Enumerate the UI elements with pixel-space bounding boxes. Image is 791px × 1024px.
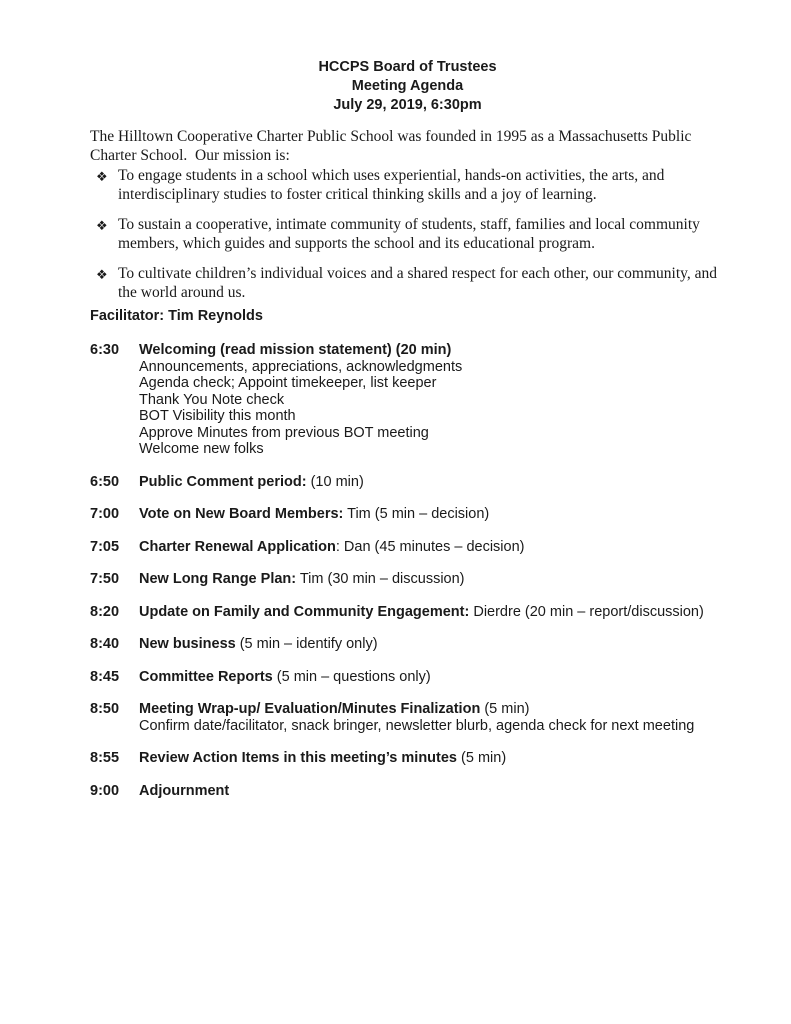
agenda-item-subline: BOT Visibility this month	[139, 408, 296, 424]
agenda-item-detail: (5 min – questions only)	[272, 668, 431, 685]
agenda-item-titleline	[139, 783, 229, 800]
document-datetime: July 29, 2019, 6:30pm	[333, 97, 482, 113]
diamond-bullet-icon: ❖	[96, 267, 108, 282]
diamond-bullet-icon: ❖	[96, 218, 108, 233]
agenda-item	[90, 604, 725, 621]
agenda-item-titleline	[139, 701, 694, 718]
agenda-item-time: 8:45	[90, 668, 120, 685]
agenda-item	[90, 342, 725, 458]
agenda-item-time: 7:05	[90, 538, 120, 555]
agenda-item-body	[139, 750, 506, 767]
agenda-item-titleline	[139, 636, 378, 653]
agenda-item-subline: Approve Minutes from previous BOT meeting	[139, 424, 429, 441]
agenda-item-detail: : Dan (45 minutes – decision)	[335, 538, 525, 555]
agenda-item-time: 6:50	[90, 473, 120, 490]
agenda-item-body	[139, 604, 704, 621]
agenda-item	[90, 506, 725, 523]
agenda-item-titleline	[139, 474, 364, 491]
agenda-item	[90, 701, 725, 734]
agenda-item-time: 7:50	[90, 571, 120, 587]
mission-list	[90, 167, 725, 302]
mission-bullet-item	[90, 265, 725, 302]
agenda-item-subline: Announcements, appreciations, acknowledgments	[139, 358, 463, 375]
agenda-item	[90, 750, 725, 767]
agenda-item-titleline	[139, 571, 465, 588]
agenda-item-detail: Tim (5 min – decision)	[343, 506, 490, 522]
agenda-item-body	[139, 474, 364, 491]
agenda-item-body	[139, 701, 694, 734]
agenda-item-title: Review Action Items in this meeting’s minutes	[139, 750, 457, 766]
agenda-item-subline: Agenda check; Appoint timekeeper, list keeper	[139, 375, 437, 391]
agenda-item	[90, 539, 725, 556]
document-title: HCCPS Board of Trustees	[318, 59, 497, 75]
agenda-item-time: 9:00	[90, 782, 120, 799]
agenda-item-body	[139, 636, 378, 653]
diamond-bullet-icon: ❖	[96, 169, 108, 184]
mission-bullet-text: To engage students in a school which uses experiential, hands-on activities, the arts, and interdisciplinary studies to foster critical thinking skills and a joy of learning.	[118, 167, 665, 203]
agenda-item-body	[139, 539, 524, 556]
agenda-item-title: New business	[139, 636, 236, 652]
agenda-item-body	[139, 571, 465, 588]
agenda-item-title: Committee Reports	[139, 668, 273, 685]
agenda-item-detail: (5 min)	[457, 750, 507, 766]
agenda-item-detail: (5 min)	[480, 701, 530, 717]
mission-bullet-item	[90, 216, 725, 253]
agenda-item-body	[139, 342, 462, 458]
agenda-list	[90, 342, 725, 799]
agenda-item-time: 8:20	[90, 603, 120, 620]
agenda-item-title: Meeting Wrap-up/ Evaluation/Minutes Finalization	[139, 701, 481, 717]
agenda-item-body	[139, 783, 229, 800]
agenda-item-titleline	[139, 342, 462, 359]
document-header	[90, 58, 725, 115]
agenda-item-title: Vote on New Board Members:	[139, 506, 344, 522]
agenda-item	[90, 636, 725, 653]
agenda-item-body	[139, 669, 431, 686]
mission-bullet-text: To sustain a cooperative, intimate community of students, staff, families and local community members, which guides and supports the school and its educational program.	[118, 216, 700, 252]
agenda-item-titleline	[139, 669, 431, 686]
document-subtitle: Meeting Agenda	[351, 78, 464, 94]
agenda-item-titleline	[139, 539, 524, 556]
agenda-item-detail: Dierdre (20 min – report/discussion)	[469, 603, 704, 620]
agenda-item-titleline	[139, 506, 489, 523]
agenda-item-time: 8:50	[90, 701, 120, 717]
agenda-item-time: 6:30	[90, 342, 120, 358]
agenda-item-title: Charter Renewal Application	[139, 538, 336, 555]
agenda-item-subline: Confirm date/facilitator, snack bringer, newsletter blurb, agenda check for next meeting	[139, 717, 695, 734]
agenda-item-detail: (5 min – identify only)	[235, 636, 378, 652]
mission-bullet-item	[90, 167, 725, 204]
agenda-item	[90, 474, 725, 491]
agenda-item	[90, 783, 725, 800]
facilitator-line: Facilitator: Tim Reynolds	[90, 308, 263, 324]
agenda-item	[90, 571, 725, 588]
agenda-item-detail: Tim (30 min – discussion)	[296, 571, 465, 587]
agenda-item-detail: (10 min)	[306, 473, 364, 490]
agenda-item-titleline	[139, 604, 704, 621]
agenda-item-time: 7:00	[90, 506, 120, 522]
agenda-item-time: 8:40	[90, 636, 120, 652]
agenda-item-title: New Long Range Plan:	[139, 571, 297, 587]
agenda-item	[90, 669, 725, 686]
agenda-item-time: 8:55	[90, 750, 120, 766]
agenda-item-body	[139, 506, 489, 523]
agenda-item-title: Public Comment period:	[139, 473, 307, 490]
agenda-item-subline: Thank You Note check	[139, 391, 285, 408]
mission-bullet-text: To cultivate children’s individual voices and a shared respect for each other, our community, and the world around us.	[118, 265, 718, 301]
intro-paragraph: The Hilltown Cooperative Charter Public School was founded in 1995 as a Massachusetts Public Charter School. Our mission is:	[90, 128, 696, 164]
agenda-item-titleline	[139, 750, 506, 767]
agenda-item-subline: Welcome new folks	[139, 441, 264, 457]
agenda-item-title: Update on Family and Community Engagement:	[139, 603, 470, 620]
agenda-item-title: Adjournment	[139, 782, 230, 799]
agenda-item-title: Welcoming (read mission statement) (20 min)	[139, 342, 452, 358]
